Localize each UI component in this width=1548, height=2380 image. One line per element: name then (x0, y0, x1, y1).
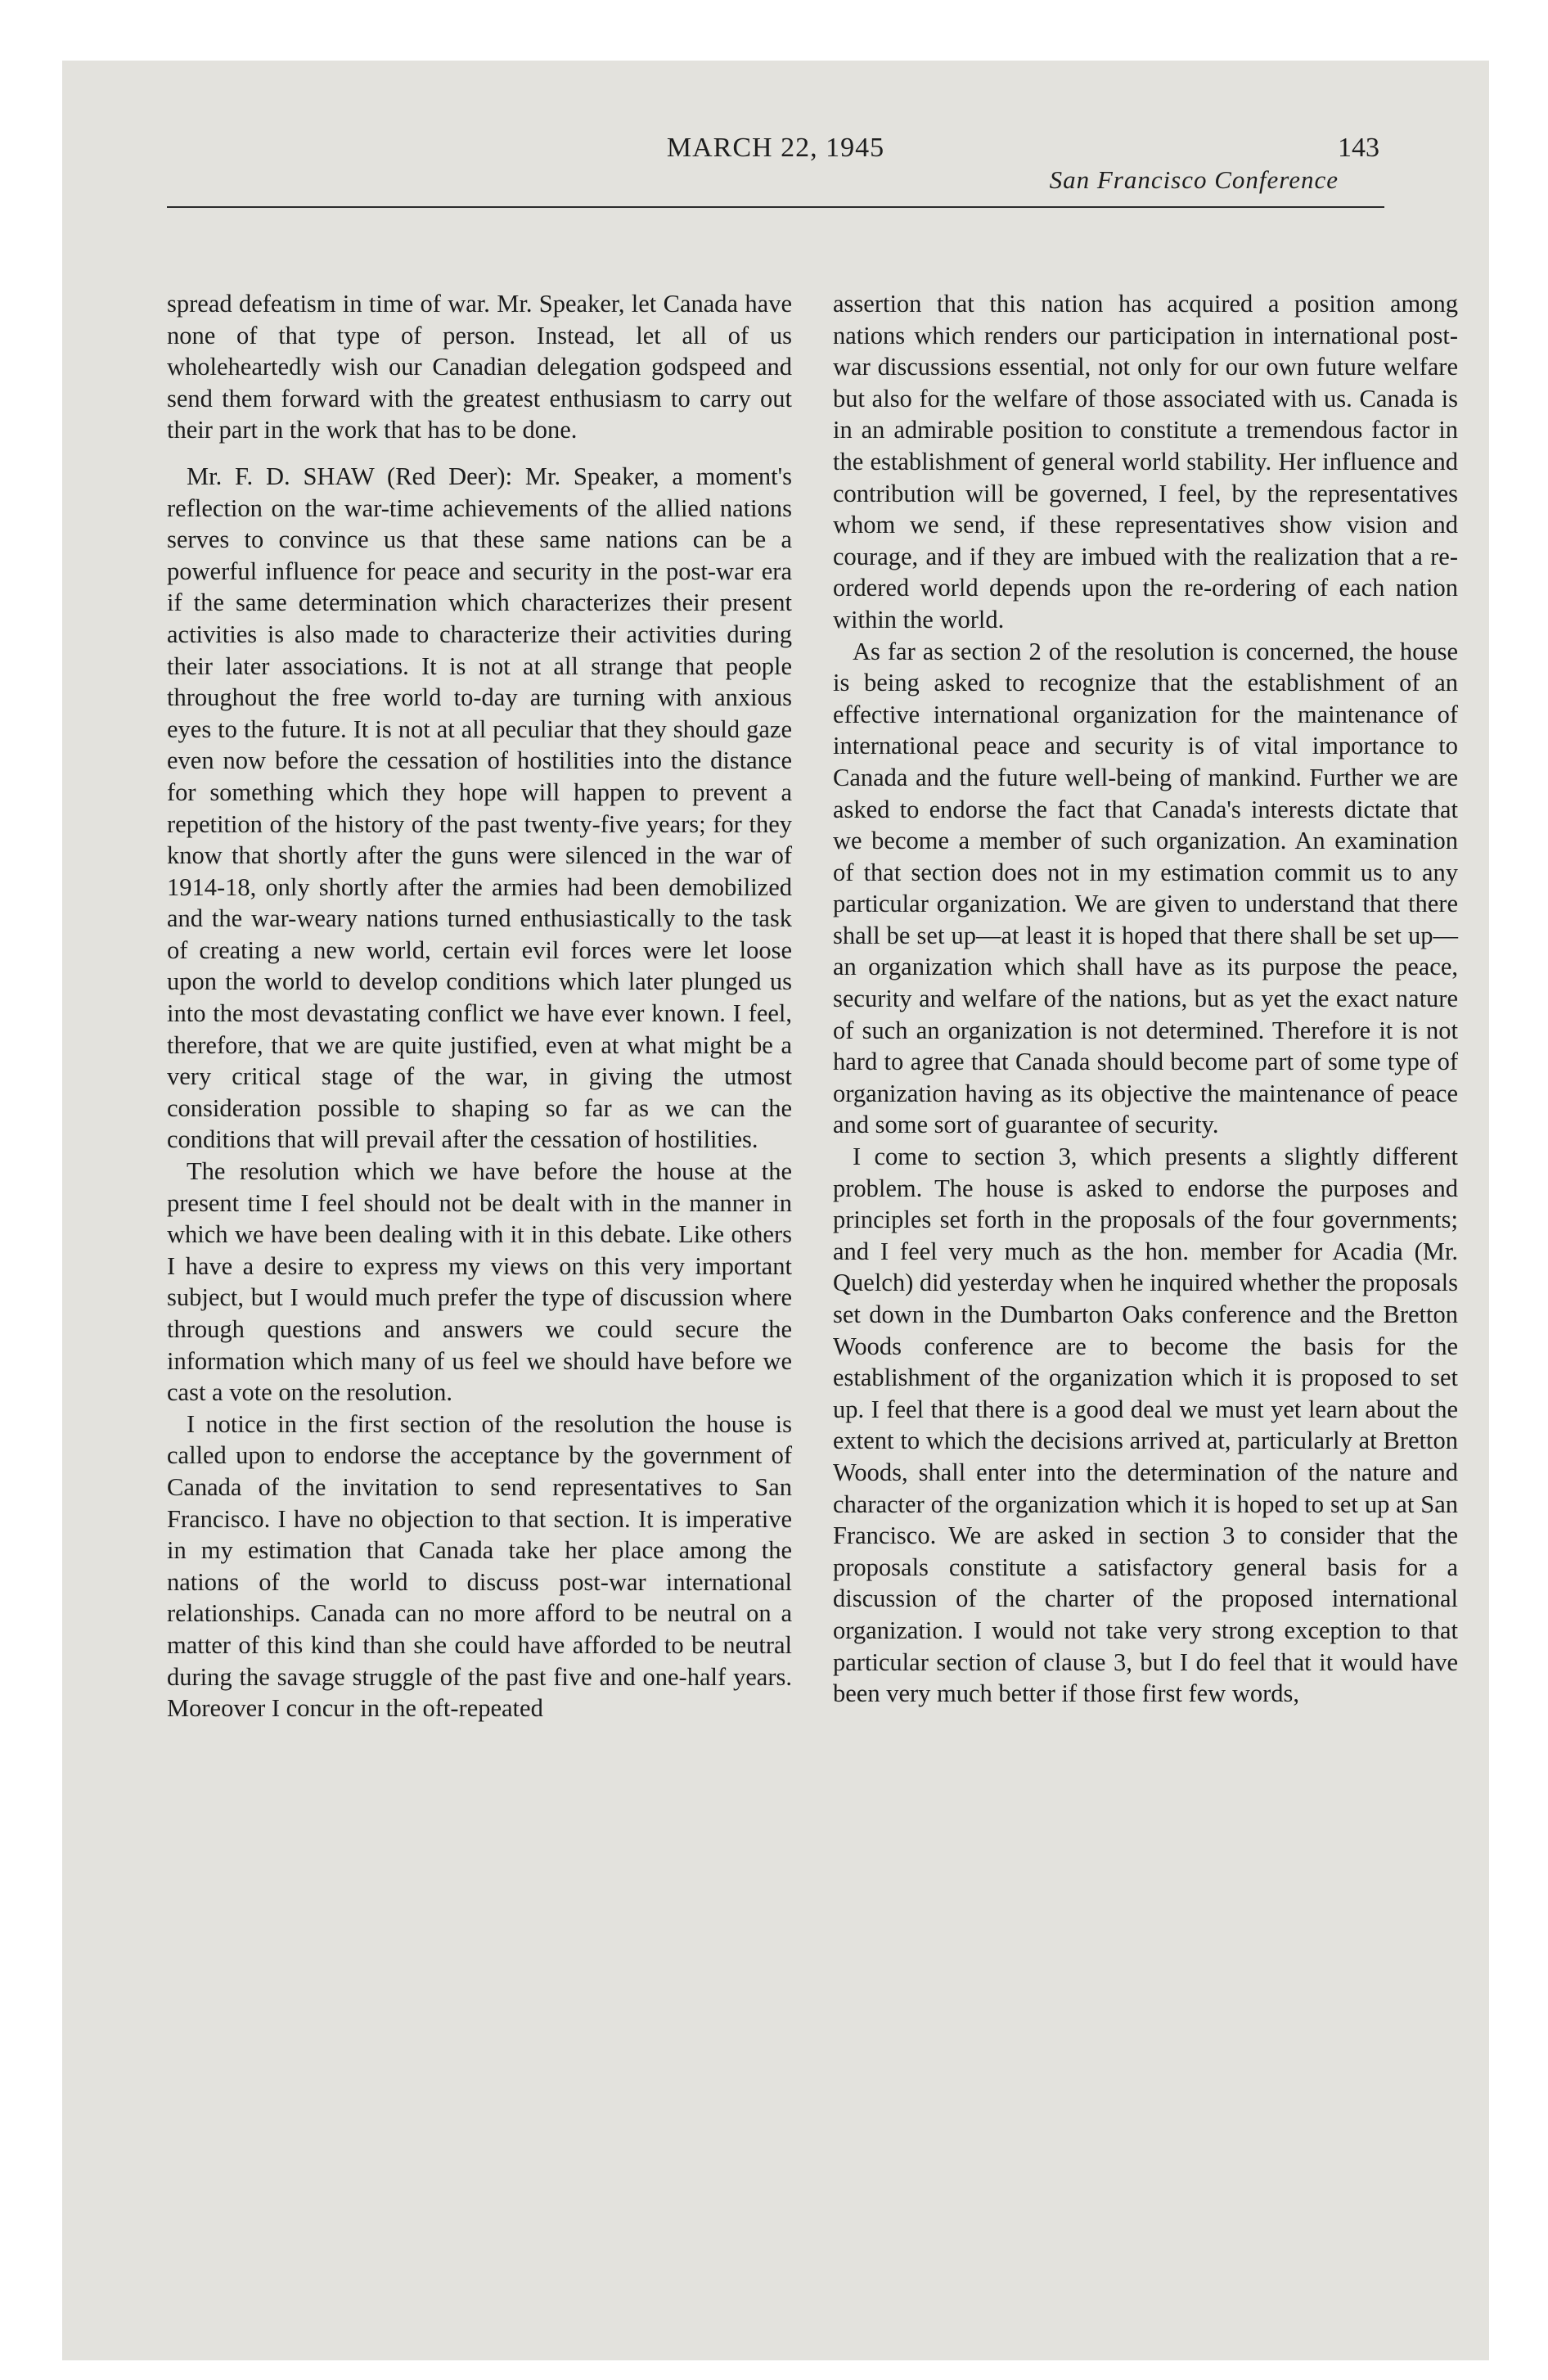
page-number: 143 (1338, 133, 1379, 163)
paragraph: I come to section 3, which presents a slightly different problem. The house is asked to endorse the purposes and principles set forth in the proposals of the four governments; and I feel very much as the hon. member for Acadia (Mr. Quelch) did yesterday when he inquired whether the proposals set down in the Dumbarton Oaks conference and the Bretton Woods conference are to become the basis for the establishment of the organization which it is proposed to set up. I feel that there is a good deal we must yet learn about the extent to which the decisions arrived at, particularly at Bretton Woods, shall enter into the determination of the nature and character of the organization which it is hoped to set up at San Francisco. We are asked in section 3 to consider that the proposals constitute a satisfactory general basis for a discussion of the charter of the proposed international organization. I would not take very strong exception to that particular section of clause 3, but I do feel that it would have been very much better if those first few words, (833, 1143, 1458, 1708)
paragraph: I notice in the first section of the resolution the house is called upon to endorse the acceptance by the government of Canada of the invitation to send representatives to San Francisco. I have no objection to that section. It is imperative in my estimation that Canada take her place among the nations of the world to discuss post-war international relationships. Canada can no more afford to be neutral on a matter of this kind than she could have afforded to be neutral during the savage struggle of the past five and one-half years. Moreover I concur in the oft-repeated (167, 1409, 792, 1723)
paragraph: Mr. F. D. SHAW (Red Deer): Mr. Speaker, a moment's reflection on the war-time achievements of the allied nations serves to convince us that these same nations can be a powerful influence for peace and security in the post-war era if the same determination which characterizes their present activities is also made to characterize their activities during their later associations. It is not at all strange that people throughout the free world to-day are turning with anxious eyes to the future. It is not at all peculiar that they should gaze even now before the cessation of hostilities into the distance for something which they hope will happen to prevent a repetition of the history of the past twenty-five years; for they know that shortly after the guns were silenced in the war of 1914-18, only shortly after the armies had been demobilized and the war-weary nations turned enthusiastically to the task of creating a new world, certain evil forces were let loose upon the world to develop conditions which later plunged us into the most devastating conflict we have ever known. I feel, therefore, that we are quite justified, even at what might be a very critical stage of the war, in giving the utmost consideration possible to shaping so far as we can the conditions that will prevail after the cessation of hostilities. (167, 462, 792, 1154)
paragraph: As far as section 2 of the resolution is concerned, the house is being asked to recognize that the establishment of an effective international organization for the maintenance of international peace and security is of vital importance to Canada and the future well-being of mankind. Further we are asked to endorse the fact that Canada's interests dictate that we become a member of such organization. An examination of that section does not in my estimation commit us to any particular organization. We are given to understand that there shall be set up—at least it is hoped that there shall be set up—an organization which shall have as its purpose the peace, security and welfare of the nations, but as yet the exact nature of such an organization is not determined. Therefore it is not hard to agree that Canada should become part of some type of organization having as its objective the maintenance of peace and some sort of guarantee of security. (833, 637, 1458, 1139)
header-rule (167, 206, 1384, 208)
left-column (167, 288, 792, 1724)
page-header (167, 133, 1384, 214)
header-subtitle: San Francisco Conference (1049, 165, 1339, 194)
paragraph: The resolution which we have before the house at the present time I feel should not be dealt with in the manner in which we have been dealing with it in this debate. Like others I have a desire to express my views on this very important subject, but I would much prefer the type of discussion where through questions and answers we could secure the information which many of us feel we should have before we cast a vote on the resolution. (167, 1157, 792, 1407)
header-date: MARCH 22, 1945 (666, 133, 885, 163)
scanned-page (62, 61, 1489, 2360)
right-column (833, 288, 1458, 1710)
paragraph: spread defeatism in time of war. Mr. Speaker, let Canada have none of that type of person. Instead, let all of us wholeheartedly wish our Canadian delegation godspeed and send them forward with the greatest enthusiasm to carry out their part in the work that has to be done. (167, 290, 792, 444)
paragraph: assertion that this nation has acquired a position among nations which renders our participation in international post-war discussions essential, not only for our own future welfare but also for the welfare of those associated with us. Canada is in an admirable position to constitute a tremendous factor in the establishment of general world stability. Her influence and contribution will be governed, I feel, by the representatives whom we send, if these representatives show vision and courage, and if they are imbued with the realization that a re-ordered world depends upon the re-ordering of each nation within the world. (833, 290, 1458, 633)
